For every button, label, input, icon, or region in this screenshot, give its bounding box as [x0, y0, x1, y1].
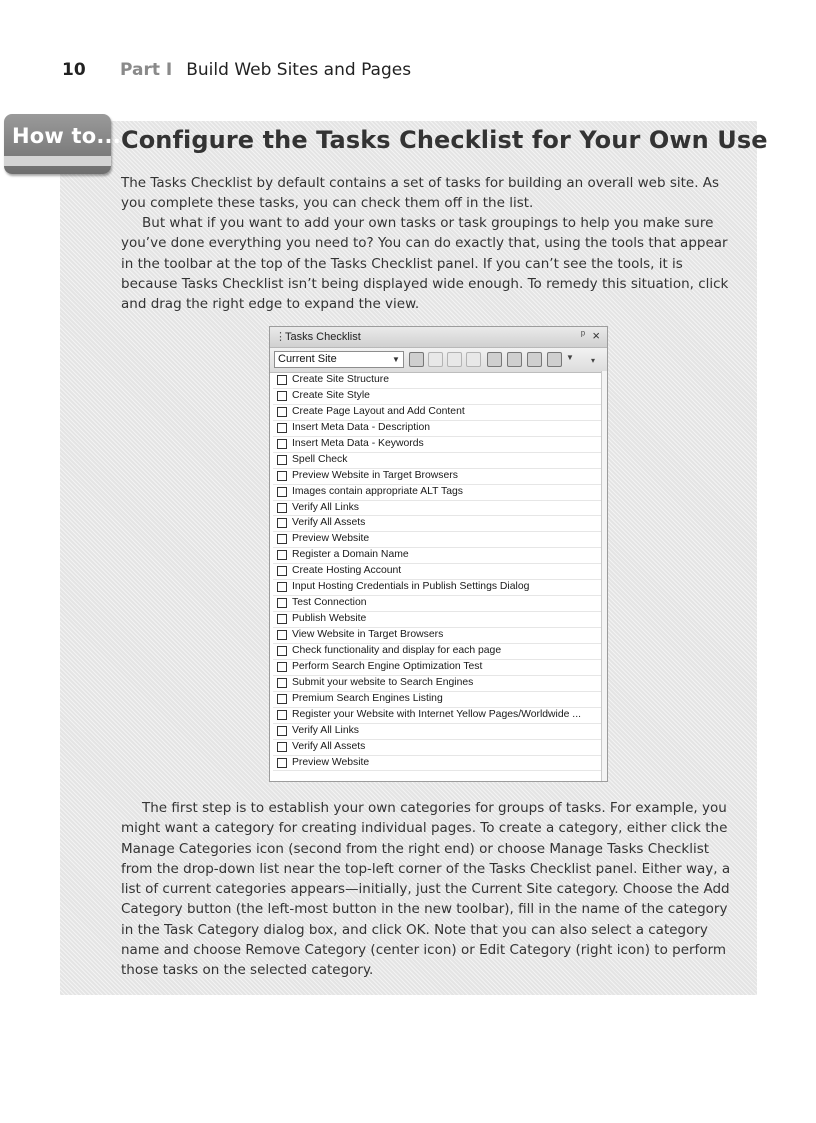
task-row[interactable] [273, 692, 601, 708]
task-row[interactable] [273, 596, 601, 612]
sidebar-paragraph-3: The first step is to establish your own categories for groups of tasks. For example, you might want a category for creating individual pages. To create a category, either click the Manage Categories icon (second from the right end) or choose Manage Tasks Checklist from the drop-down list near the top-left corner of the Tasks Checklist panel. Either way, a list of current categories appears—initially, just the Current Site category. Choose the Add Category button (the left-most button in the new toolbar), fill in the name of the category in the Task Category dialog box, and click OK. Note that you can also select a category name and choose Remove Category (center icon) or Edit Category (right icon) to perform those tasks on the selected category. [121, 800, 731, 979]
close-icon[interactable]: × [592, 328, 600, 343]
task-label: Verify All Links [292, 724, 359, 736]
category-select[interactable] [274, 351, 404, 368]
task-label: Create Hosting Account [292, 565, 402, 577]
task-checkbox[interactable] [277, 758, 287, 768]
task-row[interactable] [273, 532, 601, 548]
task-list [270, 373, 607, 771]
task-label: Create Site Structure [292, 374, 390, 385]
tab-strip [4, 156, 111, 166]
task-checkbox[interactable] [277, 662, 287, 672]
task-checkbox[interactable] [277, 630, 287, 640]
print-dropdown-icon[interactable]: ▼ [566, 353, 574, 362]
task-row[interactable] [273, 740, 601, 756]
task-row[interactable] [273, 724, 601, 740]
chevron-down-icon: ▼ [392, 355, 400, 364]
task-checkbox[interactable] [277, 487, 287, 497]
manage-categories-icon[interactable] [527, 352, 542, 367]
task-row[interactable] [273, 708, 601, 724]
task-checkbox[interactable] [277, 375, 287, 385]
task-label: Verify All Assets [292, 740, 366, 752]
pin-icon[interactable]: ᵖ [580, 329, 585, 341]
task-label: View Website in Target Browsers [292, 629, 444, 640]
task-checkbox[interactable] [277, 646, 287, 656]
panel-title: Tasks Checklist [285, 331, 361, 343]
sidebar-paragraph-1: The Tasks Checklist by default contains a set of tasks for building an overall web site. As you complete these tasks, you can check them off in the list. [121, 175, 720, 212]
task-row[interactable] [273, 660, 601, 676]
task-row[interactable] [273, 612, 601, 628]
task-checkbox[interactable] [277, 710, 287, 720]
panel-scrollbar[interactable] [601, 371, 607, 781]
grip-icon: ⋮ [275, 331, 286, 343]
task-checkbox[interactable] [277, 391, 287, 401]
open-file-icon[interactable] [507, 352, 522, 367]
task-row[interactable] [273, 437, 601, 453]
task-checkbox[interactable] [277, 726, 287, 736]
task-label: Premium Search Engines Listing [292, 692, 443, 704]
task-label: Check functionality and display for each page [292, 644, 502, 656]
task-checkbox[interactable] [277, 518, 287, 528]
task-row[interactable] [273, 628, 601, 644]
task-row[interactable] [273, 516, 601, 532]
how-to-tab [4, 114, 121, 174]
task-label: Preview Website in Target Browsers [292, 469, 458, 481]
task-label: Preview Website [292, 756, 370, 768]
task-label: Publish Website [292, 613, 367, 625]
task-label: Insert Meta Data - Description [292, 421, 431, 433]
task-row[interactable] [273, 580, 601, 596]
running-head [62, 60, 411, 80]
task-checkbox[interactable] [277, 455, 287, 465]
task-label: Register a Domain Name [292, 549, 409, 561]
task-label: Spell Check [292, 453, 348, 465]
task-label: Verify All Links [292, 501, 359, 513]
task-label: Create Site Style [292, 389, 370, 401]
category-select-value: Current Site [278, 353, 337, 365]
task-row[interactable] [273, 564, 601, 580]
task-row[interactable] [273, 676, 601, 692]
task-checkbox[interactable] [277, 742, 287, 752]
part-label: Part I [120, 60, 173, 80]
task-checkbox[interactable] [277, 614, 287, 624]
task-checkbox[interactable] [277, 503, 287, 513]
toolbar-overflow-icon[interactable]: ▾ [591, 356, 596, 365]
move-down-icon[interactable] [466, 352, 481, 367]
new-file-icon[interactable] [487, 352, 502, 367]
sidebar-paragraph-2: But what if you want to add your own tasks or task groupings to help you make sure you’ve done everything you need to? You can do exactly that, using the tools that appear in the toolbar at the top of the Tasks Checklist panel. If you can’t see the tools, it is because Tasks Checklist isn’t being displayed wide enough. To remedy this situation, click and drag the right edge to expand the view. [121, 215, 729, 313]
task-checkbox[interactable] [277, 582, 287, 592]
task-checkbox[interactable] [277, 598, 287, 608]
task-label: Images contain appropriate ALT Tags [292, 485, 463, 497]
task-row[interactable] [273, 405, 601, 421]
sidebar-title: Configure the Tasks Checklist for Your Own Use [121, 126, 768, 154]
print-icon[interactable] [547, 352, 562, 367]
task-checkbox[interactable] [277, 407, 287, 417]
task-label: Verify All Assets [292, 517, 366, 529]
task-checkbox[interactable] [277, 471, 287, 481]
panel-titlebar [270, 327, 607, 348]
task-label: Perform Search Engine Optimization Test [292, 660, 483, 672]
task-row[interactable] [273, 756, 601, 772]
task-label: Input Hosting Credentials in Publish Settings Dialog [292, 581, 530, 593]
task-label: Register your Website with Internet Yellow Pages/Worldwide ... [292, 708, 581, 720]
page-number: 10 [62, 60, 86, 80]
task-row[interactable] [273, 485, 601, 501]
task-label: Preview Website [292, 533, 370, 545]
how-to-tab-label: How to... [12, 124, 121, 148]
task-checkbox[interactable] [277, 534, 287, 544]
task-row[interactable] [273, 373, 601, 389]
add-task-icon[interactable] [409, 352, 424, 367]
task-checkbox[interactable] [277, 678, 287, 688]
task-row[interactable] [273, 501, 601, 517]
task-label: Test Connection [292, 597, 367, 609]
tasks-checklist-panel-screenshot [269, 326, 608, 782]
task-row[interactable] [273, 644, 601, 660]
task-label: Submit your website to Search Engines [292, 676, 474, 688]
task-row[interactable] [273, 421, 601, 437]
task-row[interactable] [273, 389, 601, 405]
task-row[interactable] [273, 548, 601, 564]
task-label: Create Page Layout and Add Content [292, 405, 465, 417]
task-checkbox[interactable] [277, 550, 287, 560]
panel-toolbar [270, 348, 607, 373]
task-checkbox[interactable] [277, 566, 287, 576]
edit-task-icon[interactable] [428, 352, 443, 367]
section-title: Build Web Sites and Pages [186, 60, 412, 80]
task-row[interactable] [273, 453, 601, 469]
task-checkbox[interactable] [277, 694, 287, 704]
task-checkbox[interactable] [277, 439, 287, 449]
task-label: Insert Meta Data - Keywords [292, 437, 424, 449]
task-checkbox[interactable] [277, 423, 287, 433]
task-row[interactable] [273, 469, 601, 485]
move-up-icon[interactable] [447, 352, 462, 367]
